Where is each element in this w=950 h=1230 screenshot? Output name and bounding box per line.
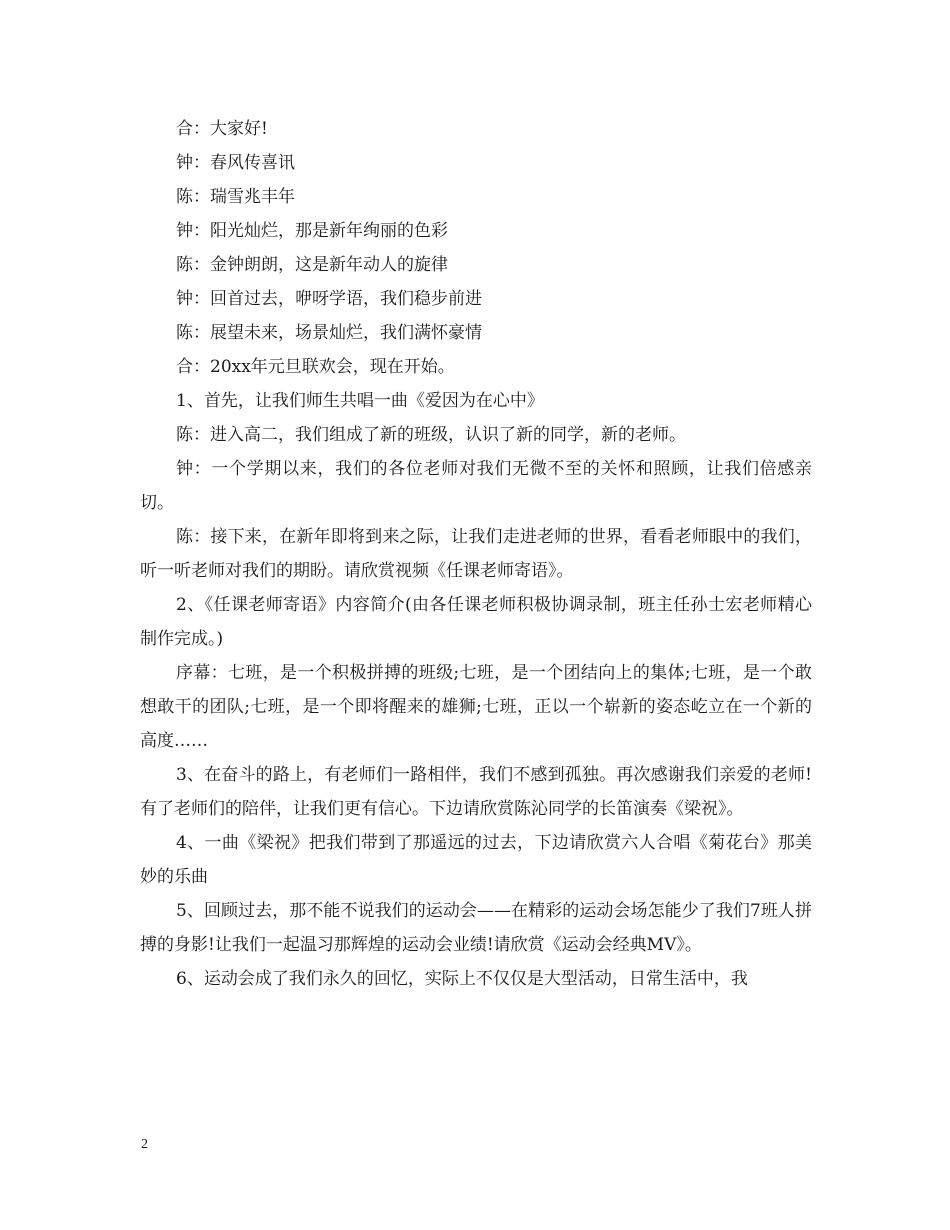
paragraph: 钟：阳光灿烂，那是新年绚丽的色彩 bbox=[176, 221, 448, 241]
paragraph: 3、在奋斗的路上，有老师们一路相伴，我们不感到孤独。再次感谢我们亲爱的老师!有了老师们的陪伴，让我们更有信心。下边请欣赏陈沁同学的长笛演奏《梁祝》。 bbox=[140, 765, 812, 819]
paragraph: 2、《任课老师寄语》内容简介(由各任课老师积极协调录制，班主任孙士宏老师精心制作完成。) bbox=[140, 595, 812, 649]
paragraph: 序幕：七班，是一个积极拼搏的班级;七班，是一个团结向上的集体;七班，是一个敢想敢干的团队;七班，是一个即将醒来的雄狮;七班，正以一个崭新的姿态屹立在一个新的高度…… bbox=[140, 663, 812, 751]
paragraph: 1、首先，让我们师生共唱一曲《爱因为在心中》 bbox=[176, 391, 544, 411]
paragraph: 陈：进入高二，我们组成了新的班级，认识了新的同学，新的老师。 bbox=[176, 425, 686, 445]
paragraph: 陈：瑞雪兆丰年 bbox=[176, 187, 295, 207]
paragraph: 陈：接下来，在新年即将到来之际，让我们走进老师的世界，看看老师眼中的我们，听一听老师对我们的期盼。请欣赏视频《任课老师寄语》。 bbox=[140, 527, 812, 581]
paragraph: 合：大家好! bbox=[176, 119, 268, 139]
paragraph: 陈：展望未来，场景灿烂，我们满怀豪情 bbox=[176, 323, 482, 343]
paragraph: 钟：一个学期以来，我们的各位老师对我们无微不至的关怀和照顾，让我们倍感亲切。 bbox=[140, 459, 812, 513]
paragraph: 钟：回首过去，咿呀学语，我们稳步前进 bbox=[176, 289, 482, 309]
paragraph: 4、一曲《梁祝》把我们带到了那遥远的过去，下边请欣赏六人合唱《菊花台》那美妙的乐曲 bbox=[140, 833, 812, 887]
paragraph: 6、运动会成了我们永久的回忆，实际上不仅仅是大型活动，日常生活中，我 bbox=[176, 969, 748, 989]
paragraph: 5、回顾过去，那不能不说我们的运动会——在精彩的运动会场怎能少了我们7班人拼搏的身影!让我们一起温习那辉煌的运动会业绩!请欣赏《运动会经典MV》。 bbox=[140, 901, 812, 955]
paragraph: 合：20xx年元旦联欢会，现在开始。 bbox=[176, 357, 455, 377]
paragraph: 陈：金钟朗朗，这是新年动人的旋律 bbox=[176, 255, 448, 275]
paragraph: 钟：春风传喜讯 bbox=[176, 153, 295, 173]
page-number: 2 bbox=[141, 1137, 148, 1152]
document-body bbox=[140, 112, 812, 996]
